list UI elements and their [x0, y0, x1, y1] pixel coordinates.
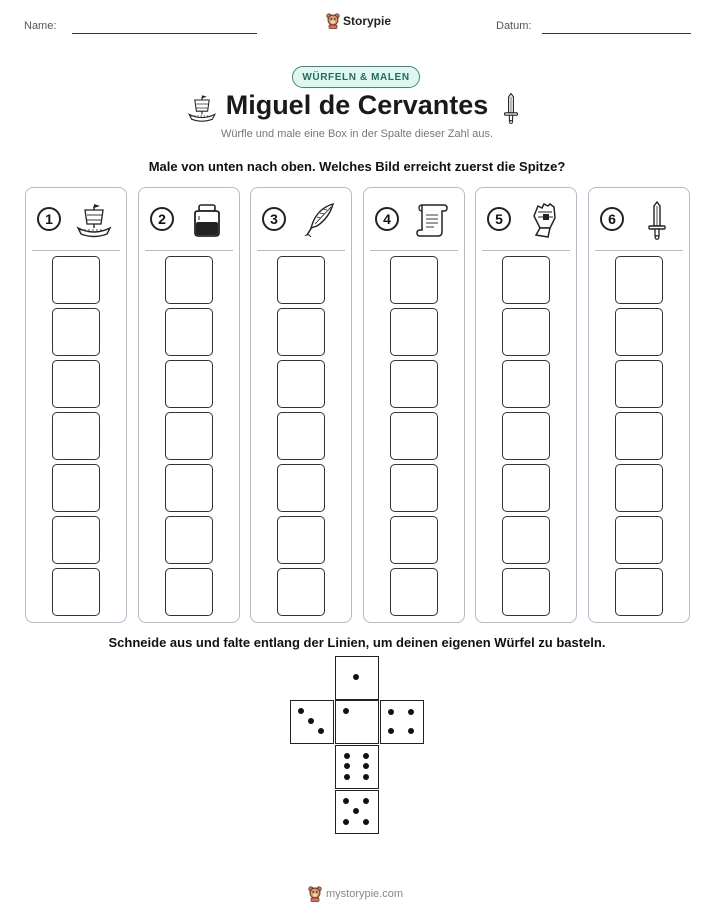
paint-box[interactable] — [165, 256, 213, 304]
date-line[interactable] — [542, 33, 691, 34]
paint-box[interactable] — [277, 516, 325, 564]
paint-box[interactable] — [277, 412, 325, 460]
pip — [343, 819, 349, 825]
paint-box[interactable] — [165, 412, 213, 460]
storypie-logo — [326, 13, 391, 29]
column-divider — [145, 250, 233, 251]
column-divider — [32, 250, 120, 251]
paint-box[interactable] — [277, 256, 325, 304]
paint-box[interactable] — [165, 516, 213, 564]
paint-box[interactable] — [390, 516, 438, 564]
inkwell-icon — [187, 200, 227, 240]
pip — [308, 718, 314, 724]
paint-box[interactable] — [502, 412, 550, 460]
paint-box[interactable] — [52, 308, 100, 356]
column-number: 4 — [375, 207, 399, 231]
scroll-icon — [412, 200, 452, 240]
pip — [353, 808, 359, 814]
column-divider — [370, 250, 458, 251]
paint-box[interactable] — [615, 568, 663, 616]
pip — [353, 674, 359, 680]
paint-box[interactable] — [390, 412, 438, 460]
logo-text: Storypie — [343, 14, 392, 28]
paint-box[interactable] — [502, 308, 550, 356]
pip — [388, 728, 394, 734]
paint-box[interactable] — [52, 256, 100, 304]
cut-instruction: Schneide aus und falte entlang der Linien, um deinen eigenen Würfel zu basteln. — [108, 635, 606, 650]
paint-box[interactable] — [277, 464, 325, 512]
footer — [308, 886, 403, 902]
pip — [343, 708, 349, 714]
die-face-1 — [335, 700, 379, 744]
pip — [298, 708, 304, 714]
sword-icon — [637, 200, 677, 240]
paint-box[interactable] — [165, 308, 213, 356]
pip — [363, 798, 369, 804]
paint-box[interactable] — [615, 516, 663, 564]
name-label: Name: — [24, 20, 57, 32]
subtitle: Würfle und male eine Box in der Spalte dieser Zahl aus. — [220, 128, 494, 140]
column-number: 2 — [150, 207, 174, 231]
pip — [363, 774, 369, 780]
column-number: 1 — [37, 207, 61, 231]
die-face-6 — [335, 745, 379, 789]
column-6 — [588, 187, 690, 623]
pip — [343, 798, 349, 804]
instruction-text: Male von unten nach oben. Welches Bild erreicht zuerst die Spitze? — [148, 159, 566, 174]
column-number: 3 — [262, 207, 286, 231]
paint-box[interactable] — [52, 568, 100, 616]
paint-box[interactable] — [615, 256, 663, 304]
paint-box[interactable] — [165, 568, 213, 616]
pip — [408, 728, 414, 734]
paint-box[interactable] — [390, 568, 438, 616]
footer-url[interactable]: mystorypie.com — [326, 888, 404, 900]
paint-box[interactable] — [502, 464, 550, 512]
paint-box[interactable] — [390, 308, 438, 356]
column-2 — [138, 187, 240, 623]
column-divider — [257, 250, 345, 251]
quill-icon — [299, 200, 339, 240]
name-line[interactable] — [72, 33, 257, 34]
gauntlet-icon — [524, 200, 564, 240]
pip — [388, 709, 394, 715]
die-face-1 — [335, 656, 379, 700]
paint-box[interactable] — [390, 360, 438, 408]
paint-box[interactable] — [52, 360, 100, 408]
paint-box[interactable] — [615, 308, 663, 356]
pip — [344, 774, 350, 780]
bear-logo-icon — [326, 13, 340, 29]
paint-box[interactable] — [165, 464, 213, 512]
pip — [344, 763, 350, 769]
paint-box[interactable] — [502, 256, 550, 304]
die-face-5 — [335, 790, 379, 834]
paint-box[interactable] — [52, 516, 100, 564]
bear-logo-icon — [308, 886, 322, 902]
paint-box[interactable] — [277, 568, 325, 616]
die-face-3 — [290, 700, 334, 744]
pip — [363, 819, 369, 825]
ship-icon — [74, 200, 114, 240]
paint-box[interactable] — [615, 360, 663, 408]
pip — [363, 763, 369, 769]
paint-box[interactable] — [502, 360, 550, 408]
paint-box[interactable] — [52, 464, 100, 512]
paint-box[interactable] — [615, 412, 663, 460]
pip — [344, 753, 350, 759]
paint-box[interactable] — [277, 360, 325, 408]
die-face-4 — [380, 700, 424, 744]
paint-box[interactable] — [390, 464, 438, 512]
sword-icon — [500, 92, 522, 124]
column-4 — [363, 187, 465, 623]
pip — [318, 728, 324, 734]
column-3 — [250, 187, 352, 623]
pip — [408, 709, 414, 715]
paint-box[interactable] — [615, 464, 663, 512]
paint-box[interactable] — [52, 412, 100, 460]
pip — [363, 753, 369, 759]
date-label: Datum: — [496, 20, 532, 32]
paint-box[interactable] — [502, 516, 550, 564]
page-title: Miguel de Cervantes — [225, 90, 489, 120]
column-divider — [595, 250, 683, 251]
paint-box[interactable] — [502, 568, 550, 616]
paint-box[interactable] — [390, 256, 438, 304]
column-number: 6 — [600, 207, 624, 231]
paint-box[interactable] — [165, 360, 213, 408]
column-1 — [25, 187, 127, 623]
paint-box[interactable] — [277, 308, 325, 356]
column-number: 5 — [487, 207, 511, 231]
activity-badge: WÜRFELN & MALEN — [292, 66, 420, 88]
column-divider — [482, 250, 570, 251]
column-5 — [475, 187, 577, 623]
